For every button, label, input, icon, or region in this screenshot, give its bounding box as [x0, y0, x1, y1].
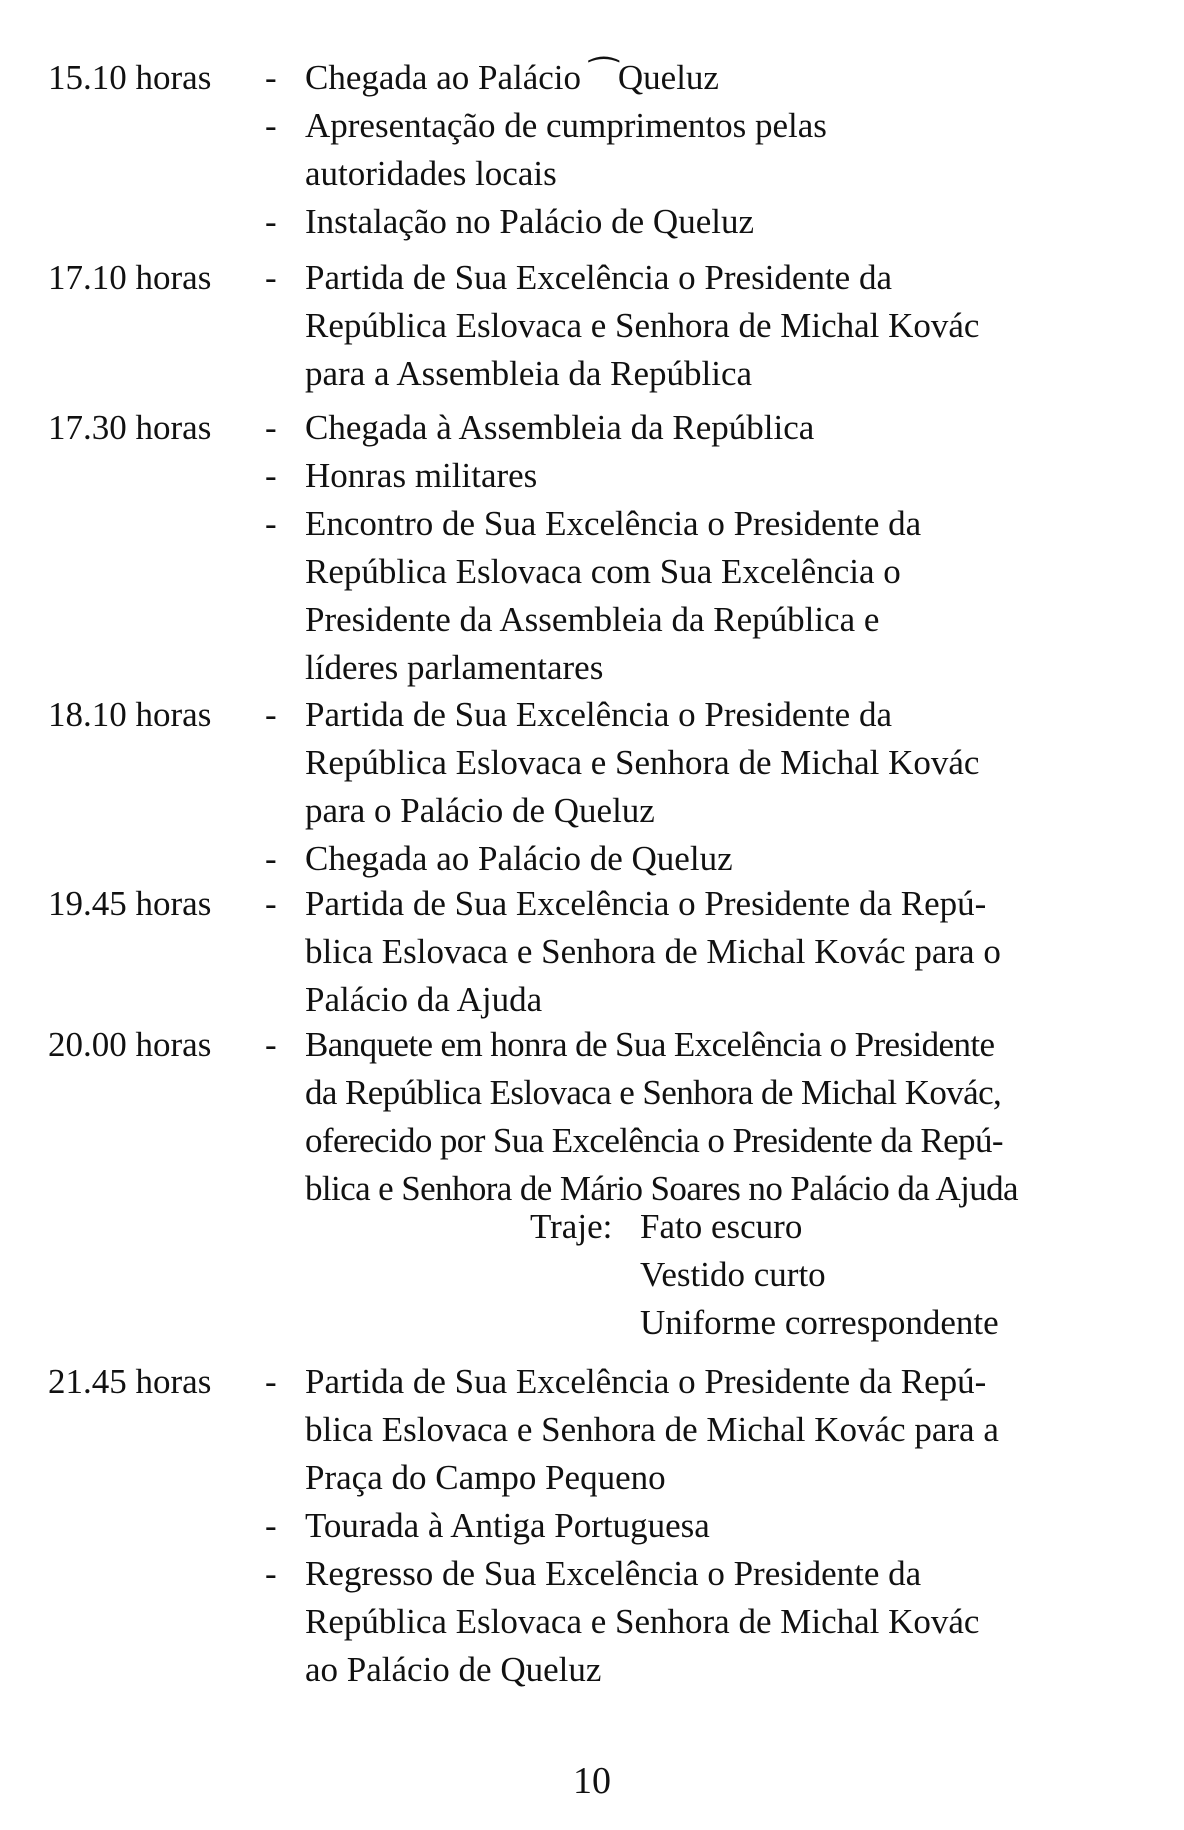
item-text: Partida de Sua Excelência o Presidente da República Eslovaca e Senhora de Michal Kovác para o Palácio de Queluz: [305, 695, 980, 830]
entry-item: [0, 1021, 1184, 1213]
item-text: Instalação no Palácio de Queluz: [305, 202, 754, 241]
entry-item: [0, 198, 1184, 246]
schedule-entry-1710: [0, 254, 1184, 398]
item-dash: -: [265, 504, 277, 543]
item-dash: -: [265, 258, 277, 297]
entry-item: [0, 691, 1184, 835]
item-text: Tourada à Antiga Portuguesa: [305, 1506, 710, 1545]
item-dash: -: [265, 106, 277, 145]
item-text: Banquete em honra de Sua Excelência o Presidente da República Eslovaca e Senhora de Michal Kovác, oferecido por Sua Excelência o Presidente da Repú- blica e Senhora de Mário Soares no Palácio da Ajuda: [305, 1025, 1018, 1208]
item-dash: -: [265, 202, 277, 241]
item-dash: -: [265, 58, 277, 97]
item-text: Partida de Sua Excelência o Presidente da Repú- blica Eslovaca e Senhora de Michal Kovác para o Palácio da Ajuda: [305, 884, 1001, 1019]
entry-time: 18.10 horas: [48, 695, 212, 734]
item-dash: -: [265, 1362, 277, 1401]
entry-item: [0, 452, 1184, 500]
entry-time: 21.45 horas: [48, 1362, 212, 1401]
entry-item: [0, 404, 1184, 452]
item-text: Chegada à Assembleia da República: [305, 408, 815, 447]
item-text: Chegada ao Palácio de Queluz: [305, 839, 733, 878]
item-text: Partida de Sua Excelência o Presidente da Repú- blica Eslovaca e Senhora de Michal Kovác para a Praça do Campo Pequeno: [305, 1362, 999, 1497]
item-text: Encontro de Sua Excelência o Presidente da República Eslovaca com Sua Excelência o Presidente da Assembleia da República e líderes parlamentares: [305, 504, 922, 687]
entry-item: [0, 102, 1184, 198]
entry-time: 17.10 horas: [48, 258, 212, 297]
entry-item: [0, 1358, 1184, 1502]
item-text: Chegada ao Palácio ⁀Queluz: [305, 58, 719, 97]
entry-item: [0, 500, 1184, 692]
schedule-entry-2000: [0, 1021, 1184, 1213]
schedule-entry-2145: [0, 1358, 1184, 1694]
item-dash: -: [265, 408, 277, 447]
schedule-entry-1730: [0, 404, 1184, 692]
entry-time: 19.45 horas: [48, 884, 212, 923]
entry-item: [0, 835, 1184, 883]
item-dash: -: [265, 1506, 277, 1545]
schedule-entry-1810: [0, 691, 1184, 883]
entry-time: 17.30 horas: [48, 408, 212, 447]
entry-time: 15.10 horas: [48, 58, 212, 97]
page-number: 10: [573, 1760, 611, 1802]
schedule-entry-1945: [0, 880, 1184, 1024]
item-dash: -: [265, 456, 277, 495]
item-text: Honras militares: [305, 456, 538, 495]
attire-label: Traje:: [530, 1207, 613, 1246]
attire-values: Fato escuro Vestido curto Uniforme correspondente: [640, 1207, 999, 1342]
item-dash: -: [265, 839, 277, 878]
item-dash: -: [265, 1025, 277, 1064]
item-text: Regresso de Sua Excelência o Presidente da República Eslovaca e Senhora de Michal Kovác ao Palácio de Queluz: [305, 1554, 980, 1689]
item-text: Partida de Sua Excelência o Presidente da República Eslovaca e Senhora de Michal Kovác para a Assembleia da República: [305, 258, 980, 393]
entry-item: [0, 1550, 1184, 1694]
item-dash: -: [265, 1554, 277, 1593]
entry-item: [0, 254, 1184, 398]
entry-time: 20.00 horas: [48, 1025, 212, 1064]
entry-item: [0, 54, 1184, 102]
entry-item: [0, 1502, 1184, 1550]
item-text: Apresentação de cumprimentos pelas autoridades locais: [305, 106, 827, 193]
item-dash: -: [265, 884, 277, 923]
schedule-entry-1510: [0, 54, 1184, 246]
entry-item: [0, 880, 1184, 1024]
item-dash: -: [265, 695, 277, 734]
